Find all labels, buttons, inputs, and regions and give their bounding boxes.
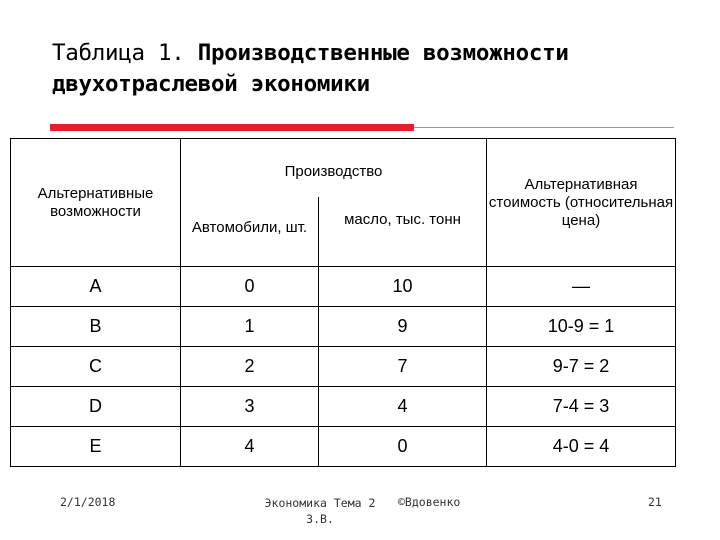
header-cars: Автомобили, шт.	[181, 197, 319, 267]
title-bold-line1: Производственные возможности	[197, 40, 569, 66]
title-prefix: Таблица 1.	[52, 40, 198, 66]
table-row	[11, 387, 676, 427]
row-oil: 4	[319, 387, 487, 427]
row-oil: 0	[319, 427, 487, 467]
row-option: E	[11, 427, 181, 467]
row-cars: 4	[181, 427, 319, 467]
footer-course-line2: З.В.	[306, 512, 334, 526]
header-oil: масло, тыс. тонн	[319, 197, 487, 267]
row-cars: 3	[181, 387, 319, 427]
row-option: A	[11, 267, 181, 307]
row-oil: 7	[319, 347, 487, 387]
row-cost: 7-4 = 3	[487, 387, 676, 427]
row-option: C	[11, 347, 181, 387]
table-row	[11, 427, 676, 467]
row-cars: 0	[181, 267, 319, 307]
row-oil: 9	[319, 307, 487, 347]
footer-course-line1: Экономика Тема 2	[264, 496, 376, 510]
row-option: D	[11, 387, 181, 427]
footer-author: ©Вдовенко	[398, 495, 461, 509]
row-cars: 2	[181, 347, 319, 387]
title-divider-line	[414, 127, 674, 128]
production-possibilities-table	[10, 138, 676, 467]
table-row	[11, 267, 676, 307]
slide-title	[52, 38, 702, 100]
title-accent-bar	[50, 124, 414, 131]
row-cost: —	[487, 267, 676, 307]
header-alt-cost: Альтернативная стоимость (относительная цена)	[487, 139, 676, 267]
footer-page-number: 21	[648, 495, 662, 509]
header-row-1	[11, 139, 676, 197]
row-cost: 4-0 = 4	[487, 427, 676, 467]
row-cost: 10-9 = 1	[487, 307, 676, 347]
title-bold-line2: двухотраслевой экономики	[52, 71, 370, 97]
row-cars: 1	[181, 307, 319, 347]
header-production: Производство	[181, 139, 487, 197]
row-option: B	[11, 307, 181, 347]
header-alternatives: Альтернативные возможности	[11, 139, 181, 267]
table-row	[11, 307, 676, 347]
table-row	[11, 347, 676, 387]
row-cost: 9-7 = 2	[487, 347, 676, 387]
footer-date: 2/1/2018	[60, 495, 116, 509]
footer-course	[240, 495, 400, 527]
row-oil: 10	[319, 267, 487, 307]
